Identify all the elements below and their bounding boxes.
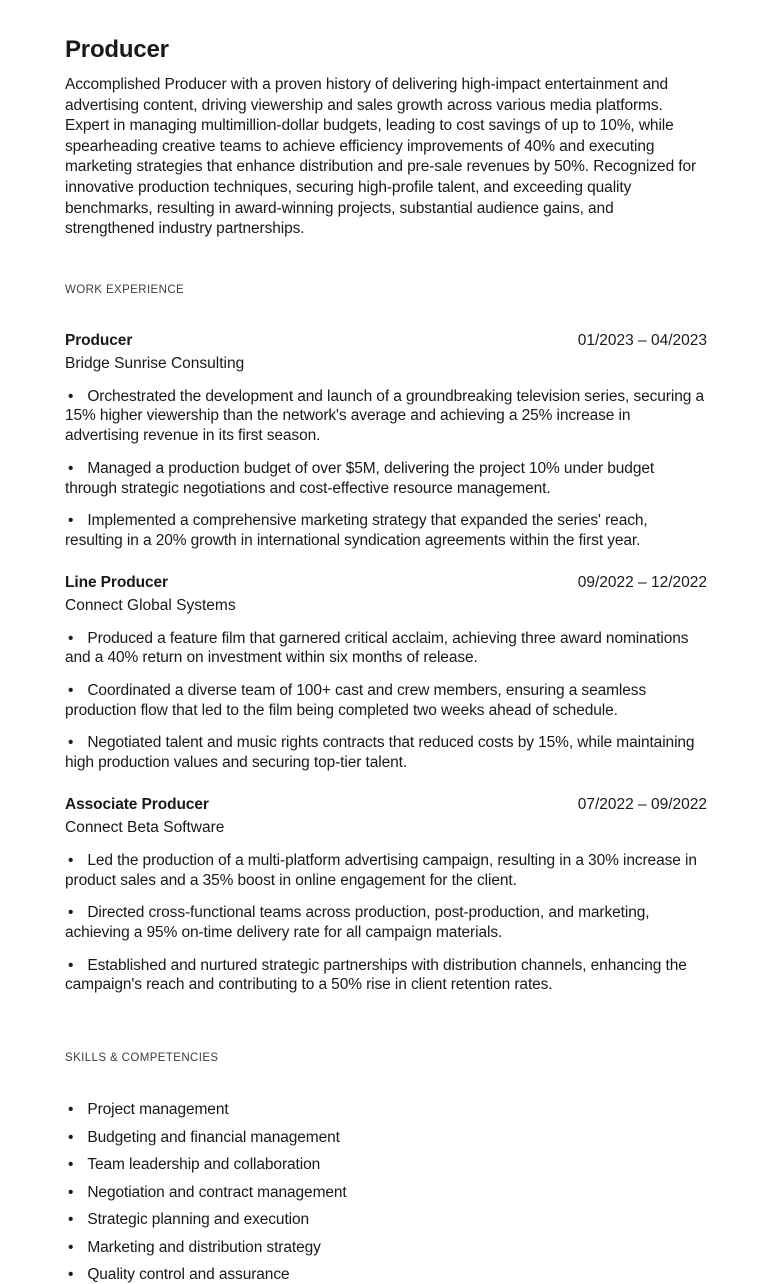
skill-item: • Strategic planning and execution <box>65 1210 707 1229</box>
job-entry <box>65 574 707 773</box>
job-dates: 07/2022 – 09/2022 <box>577 795 707 813</box>
job-title: Line Producer <box>65 573 168 591</box>
skill-item: • Budgeting and financial management <box>65 1128 707 1147</box>
job-header <box>65 574 707 592</box>
job-company: Connect Beta Software <box>65 818 225 836</box>
work-experience-section <box>65 284 707 995</box>
skills-heading: SKILLS & COMPETENCIES <box>65 1052 219 1065</box>
job-bullet: • Established and nurtured strategic partnerships with distribution channels, enhancing the campaign's reach and contributing to a 50% rise in client retention rates. <box>65 956 707 995</box>
skill-item: • Project management <box>65 1100 707 1119</box>
skill-item: • Team leadership and collaboration <box>65 1155 707 1174</box>
job-entry <box>65 332 707 551</box>
skills-section <box>65 1052 707 1284</box>
job-header <box>65 332 707 350</box>
summary-paragraph: Accomplished Producer with a proven history of delivering high-impact entertainment and advertising content, driving viewership and sales growth across various media platforms. Expert in managing multimillion-dollar budgets, leading to cost savings of up to 10%, while spearheading creative teams to achieve efficiency improvements of 40% and executing marketing strategies that enhance distribution and pre-sale revenues by 50%. Recognized for innovative production techniques, securing high-profile talent, and exceeding quality benchmarks, resulting in award-winning projects, substantial audience gains, and strengthened industry partnerships. <box>65 76 697 238</box>
job-dates: 01/2023 – 04/2023 <box>577 331 707 349</box>
work-experience-heading: WORK EXPERIENCE <box>65 283 185 296</box>
job-bullet: • Coordinated a diverse team of 100+ cast and crew members, ensuring a seamless production flow that led to the film being completed two weeks ahead of schedule. <box>65 681 707 720</box>
job-bullet: • Managed a production budget of over $5M, delivering the project 10% under budget through strategic negotiations and cost-effective resource management. <box>65 459 707 498</box>
job-title: Producer <box>65 331 133 349</box>
job-bullet: • Orchestrated the development and launch of a groundbreaking television series, securing a 15% higher viewership than the network's average and achieving a 25% increase in advertising revenue in its first season. <box>65 387 707 446</box>
job-entry <box>65 796 707 995</box>
job-company: Connect Global Systems <box>65 596 236 614</box>
skills-list <box>65 1100 707 1284</box>
skill-item: • Quality control and assurance <box>65 1265 707 1284</box>
page-title: Producer <box>65 36 169 63</box>
job-bullet: • Negotiated talent and music rights contracts that reduced costs by 15%, while maintaining high production values and securing top-tier talent. <box>65 733 707 772</box>
job-bullet: • Implemented a comprehensive marketing strategy that expanded the series' reach, resulting in a 20% growth in international syndication agreements within the first year. <box>65 511 707 550</box>
skill-item: • Marketing and distribution strategy <box>65 1238 707 1257</box>
job-header <box>65 796 707 814</box>
job-company: Bridge Sunrise Consulting <box>65 354 245 372</box>
job-bullet: • Produced a feature film that garnered critical acclaim, achieving three award nominations and a 40% return on investment within six months of release. <box>65 629 707 668</box>
job-bullet: • Directed cross-functional teams across production, post-production, and marketing, achieving a 95% on-time delivery rate for all campaign materials. <box>65 903 707 942</box>
job-bullet: • Led the production of a multi-platform advertising campaign, resulting in a 30% increase in product sales and a 35% boost in online engagement for the client. <box>65 851 707 890</box>
skill-item: • Negotiation and contract management <box>65 1183 707 1202</box>
job-title: Associate Producer <box>65 795 209 813</box>
job-dates: 09/2022 – 12/2022 <box>577 573 707 591</box>
